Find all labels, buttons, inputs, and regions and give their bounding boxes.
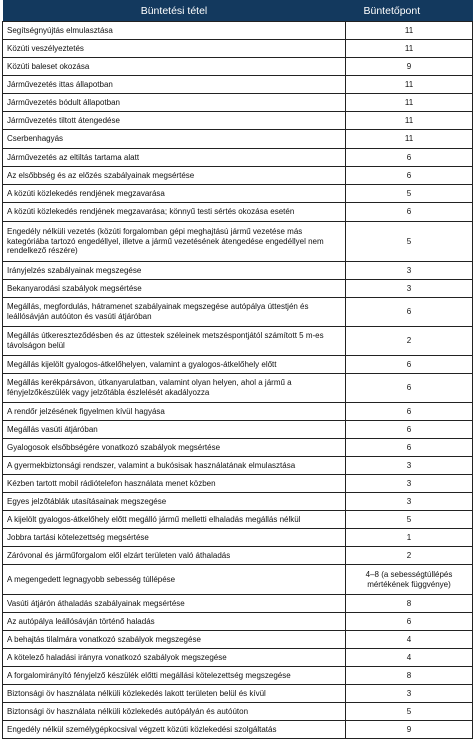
points-cell: 6 xyxy=(346,421,473,439)
offense-cell: Engedély nélkül személygépkocsival végzett közúti közlekedési szolgáltatás xyxy=(3,721,346,739)
table-row xyxy=(3,457,473,475)
offense-cell: Járművezetés ittas állapotban xyxy=(3,76,346,94)
points-cell: 5 xyxy=(346,511,473,529)
table-body xyxy=(3,22,473,739)
table-row xyxy=(3,40,473,58)
table-row xyxy=(3,493,473,511)
points-cell: 2 xyxy=(346,327,473,356)
table-row xyxy=(3,721,473,739)
table-row xyxy=(3,112,473,130)
offense-cell: Egyes jelzőtáblák utasításainak megszegése xyxy=(3,493,346,511)
offense-cell: Vasúti átjárón áthaladás szabályainak megsértése xyxy=(3,595,346,613)
offense-cell: Megállás kijelölt gyalogos-átkelőhelyen, valamint a gyalogos-átkelőhely előtt xyxy=(3,356,346,374)
offense-cell: Biztonsági öv használata nélküli közlekedés lakott területen belül és kívül xyxy=(3,685,346,703)
table-row xyxy=(3,685,473,703)
points-cell: 11 xyxy=(346,40,473,58)
offense-cell: Jobbra tartási kötelezettség megsértése xyxy=(3,529,346,547)
table-row xyxy=(3,529,473,547)
offense-cell: Megállás útkereszteződésben és az úttestek széleinek metszéspontjától számított 5 m-es távolságon belül xyxy=(3,327,346,356)
offense-cell: Irányjelzés szabályainak megszegése xyxy=(3,262,346,280)
table-row xyxy=(3,167,473,185)
points-cell: 2 xyxy=(346,547,473,565)
points-cell: 11 xyxy=(346,76,473,94)
table-row xyxy=(3,613,473,631)
table-row xyxy=(3,439,473,457)
penalty-points-table xyxy=(2,0,473,739)
points-column-header: Büntetőpont xyxy=(346,0,473,22)
points-cell: 6 xyxy=(346,356,473,374)
offense-cell: Közúti baleset okozása xyxy=(3,58,346,76)
offense-cell: A kötelező haladási irányra vonatkozó szabályok megszegése xyxy=(3,649,346,667)
offense-cell: A megengedett legnagyobb sebesség túllépése xyxy=(3,565,346,595)
table-row xyxy=(3,76,473,94)
offense-cell: Megállás kerékpársávon, útkanyarulatban, valamint olyan helyen, ahol a jármű a fényjelzőkészülék vagy jelzőtábla észlelését akadályozza xyxy=(3,374,346,403)
points-cell: 4 xyxy=(346,631,473,649)
points-cell: 3 xyxy=(346,685,473,703)
table-row xyxy=(3,130,473,149)
table-row xyxy=(3,298,473,327)
points-cell: 11 xyxy=(346,130,473,149)
points-cell: 8 xyxy=(346,595,473,613)
points-cell: 9 xyxy=(346,58,473,76)
table-row xyxy=(3,595,473,613)
table-row xyxy=(3,403,473,421)
table-row xyxy=(3,667,473,685)
offense-cell: A behajtás tilalmára vonatkozó szabályok megszegése xyxy=(3,631,346,649)
points-cell: 3 xyxy=(346,457,473,475)
points-cell: 1 xyxy=(346,529,473,547)
offense-cell: A közúti közlekedés rendjének megzavarása; könnyű testi sértés okozása esetén xyxy=(3,203,346,222)
offense-cell: Bekanyarodási szabályok megsértése xyxy=(3,280,346,298)
table-row xyxy=(3,280,473,298)
header-row xyxy=(3,0,473,22)
table-row xyxy=(3,222,473,262)
offense-cell: Megállás, megfordulás, hátramenet szabályainak megszegése autópálya úttestjén és leállósávján autóúton és vasúti átjáróban xyxy=(3,298,346,327)
table-row xyxy=(3,374,473,403)
table-row xyxy=(3,94,473,112)
table-row xyxy=(3,547,473,565)
points-cell: 11 xyxy=(346,22,473,40)
points-cell: 6 xyxy=(346,149,473,167)
table-row xyxy=(3,421,473,439)
points-cell: 6 xyxy=(346,403,473,421)
offense-cell: A kijelölt gyalogos-átkelőhely előtt megálló jármű melletti elhaladás megállás nélkül xyxy=(3,511,346,529)
table-row xyxy=(3,475,473,493)
table-row xyxy=(3,22,473,40)
table-row xyxy=(3,149,473,167)
table-row xyxy=(3,203,473,222)
offense-cell: Kézben tartott mobil rádiótelefon használata menet közben xyxy=(3,475,346,493)
offense-cell: Közúti veszélyeztetés xyxy=(3,40,346,58)
table-row xyxy=(3,356,473,374)
offense-cell: Járművezetés az eltiltás tartama alatt xyxy=(3,149,346,167)
points-cell: 3 xyxy=(346,493,473,511)
offense-column-header: Büntetési tétel xyxy=(3,0,346,22)
offense-cell: Biztonsági öv használata nélküli közlekedés autópályán és autóúton xyxy=(3,703,346,721)
offense-cell: Cserbenhagyás xyxy=(3,130,346,149)
points-cell: 6 xyxy=(346,167,473,185)
points-cell: 8 xyxy=(346,667,473,685)
offense-cell: Az autópálya leállósávján történő haladás xyxy=(3,613,346,631)
table-row xyxy=(3,58,473,76)
points-cell: 6 xyxy=(346,439,473,457)
points-cell: 4–8 (a sebességtúllépés mértékének függvénye) xyxy=(346,565,473,595)
table-header xyxy=(3,0,473,22)
points-cell: 11 xyxy=(346,112,473,130)
points-cell: 6 xyxy=(346,298,473,327)
points-cell: 3 xyxy=(346,475,473,493)
table-row xyxy=(3,565,473,595)
points-cell: 4 xyxy=(346,649,473,667)
table-row xyxy=(3,631,473,649)
table-row xyxy=(3,327,473,356)
table-row xyxy=(3,649,473,667)
points-cell: 5 xyxy=(346,185,473,203)
offense-cell: Járművezetés bódult állapotban xyxy=(3,94,346,112)
offense-cell: A forgalomirányító fényjelző készülék előtti megállási kötelezettség megszegése xyxy=(3,667,346,685)
offense-cell: Engedély nélküli vezetés (közúti forgalomban gépi meghajtású jármű vezetése más kategóriába tartozó engedéllyel, illetve a jármű vezetésének átengedése engedéllyel nem rendelkező részére) xyxy=(3,222,346,262)
offense-cell: Segítségnyújtás elmulasztása xyxy=(3,22,346,40)
offense-cell: A gyermekbiztonsági rendszer, valamint a bukósisak használatának elmulasztása xyxy=(3,457,346,475)
offense-cell: Járművezetés tiltott átengedése xyxy=(3,112,346,130)
table-row xyxy=(3,185,473,203)
offense-cell: A közúti közlekedés rendjének megzavarása xyxy=(3,185,346,203)
points-cell: 5 xyxy=(346,222,473,262)
table-row xyxy=(3,262,473,280)
points-cell: 3 xyxy=(346,280,473,298)
points-cell: 11 xyxy=(346,94,473,112)
points-cell: 6 xyxy=(346,203,473,222)
offense-cell: Az elsőbbség és az előzés szabályainak megsértése xyxy=(3,167,346,185)
points-cell: 9 xyxy=(346,721,473,739)
points-cell: 5 xyxy=(346,703,473,721)
offense-cell: Gyalogosok elsőbbségére vonatkozó szabályok megsértése xyxy=(3,439,346,457)
table-row xyxy=(3,511,473,529)
offense-cell: Záróvonal és járműforgalom elől elzárt területen való áthaladás xyxy=(3,547,346,565)
points-cell: 3 xyxy=(346,262,473,280)
points-cell: 6 xyxy=(346,374,473,403)
offense-cell: Megállás vasúti átjáróban xyxy=(3,421,346,439)
offense-cell: A rendőr jelzésének figyelmen kívül hagyása xyxy=(3,403,346,421)
points-cell: 6 xyxy=(346,613,473,631)
